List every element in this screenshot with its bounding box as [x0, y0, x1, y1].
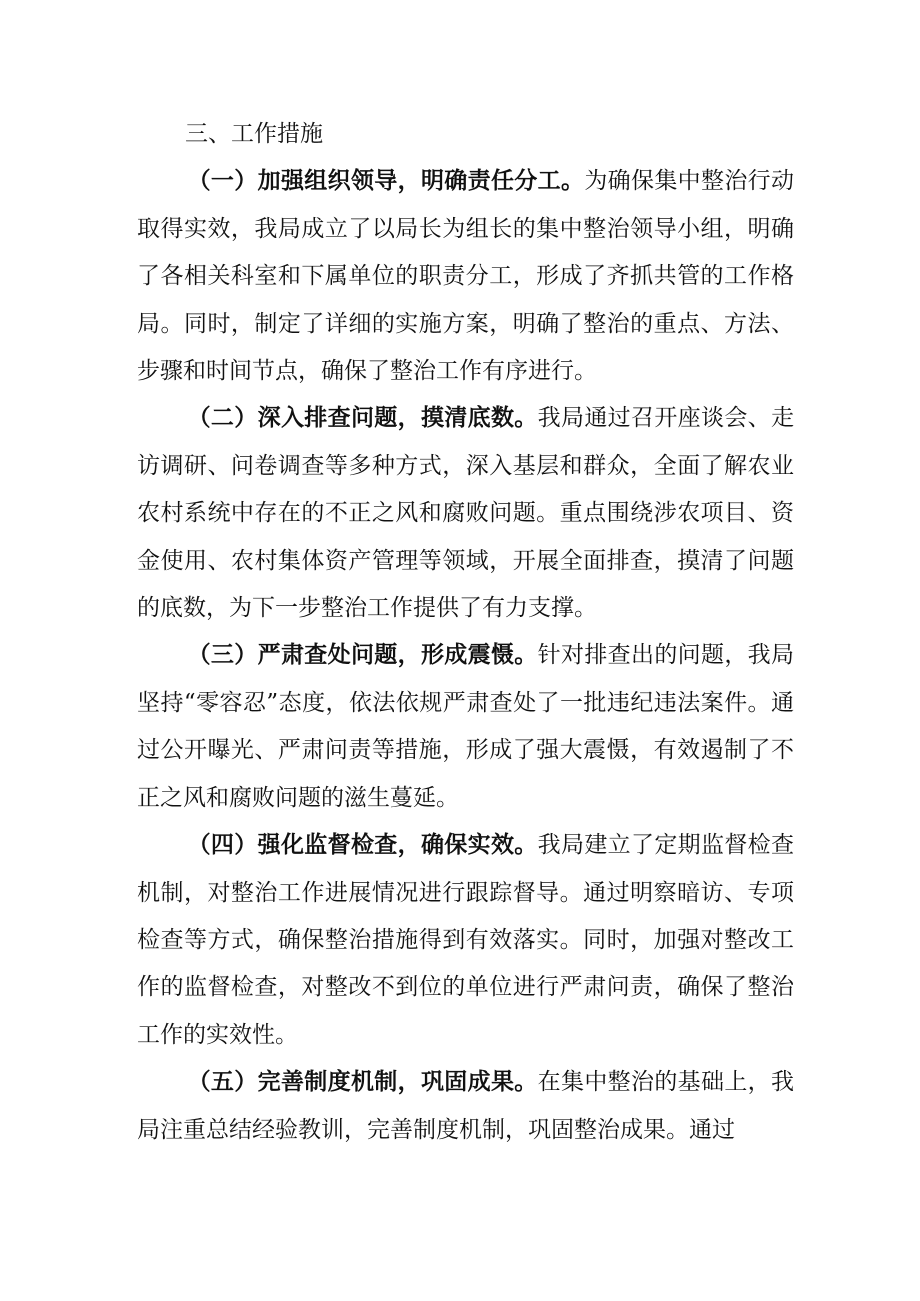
paragraph-4-lead: （四）强化监督检查，确保实效。: [187, 832, 538, 859]
paragraph-2: [137, 395, 794, 632]
paragraph-5-lead: （五）完善制度机制，巩固成果。: [187, 1069, 538, 1096]
paragraph-1: [137, 158, 794, 395]
paragraph-1-lead: （一）加强组织领导，明确责任分工。: [187, 168, 585, 195]
document-page: [137, 111, 794, 1154]
paragraph-5: [137, 1059, 794, 1154]
paragraph-2-lead: （二）深入排查问题，摸清底数。: [187, 405, 538, 432]
paragraph-3-lead: （三）严肃查处问题，形成震慑。: [187, 642, 538, 669]
paragraph-2-body: 我局通过召开座谈会、走访调研、问卷调查等多种方式，深入基层和群众，全面了解农业农村系统中存在的不正之风和腐败问题。重点围绕涉农项目、资金使用、农村集体资产管理等领域，开展全面排查，摸清了问题的底数，为下一步整治工作提供了有力支撑。: [137, 405, 795, 622]
paragraph-4: [137, 822, 794, 1059]
paragraph-4-body: 我局建立了定期监督检查机制，对整治工作进展情况进行跟踪督导。通过明察暗访、专项检查等方式，确保整治措施得到有效落实。同时，加强对整改工作的监督检查，对整改不到位的单位进行严肃问责，确保了整治工作的实效性。: [137, 832, 795, 1048]
paragraph-3: [137, 632, 794, 822]
paragraph-3-body: 针对排查出的问题，我局坚持“零容忍”态度，依法依规严肃查处了一批违纪违法案件。通过公开曝光、严肃问责等措施，形成了强大震慑，有效遏制了不正之风和腐败问题的滋生蔓延。: [137, 642, 795, 811]
paragraph-5-body: 在集中整治的基础上，我局注重总结经验教训，完善制度机制，巩固整治成果。通过: [137, 1069, 795, 1143]
section-heading: 三、工作措施: [185, 121, 323, 147]
paragraph-1-body: 为确保集中整治行动取得实效，我局成立了以局长为组长的集中整治领导小组，明确了各相关科室和下属单位的职责分工，形成了齐抓共管的工作格局。同时，制定了详细的实施方案，明确了整治的重点、方法、步骤和时间节点，确保了整治工作有序进行。: [137, 168, 795, 385]
